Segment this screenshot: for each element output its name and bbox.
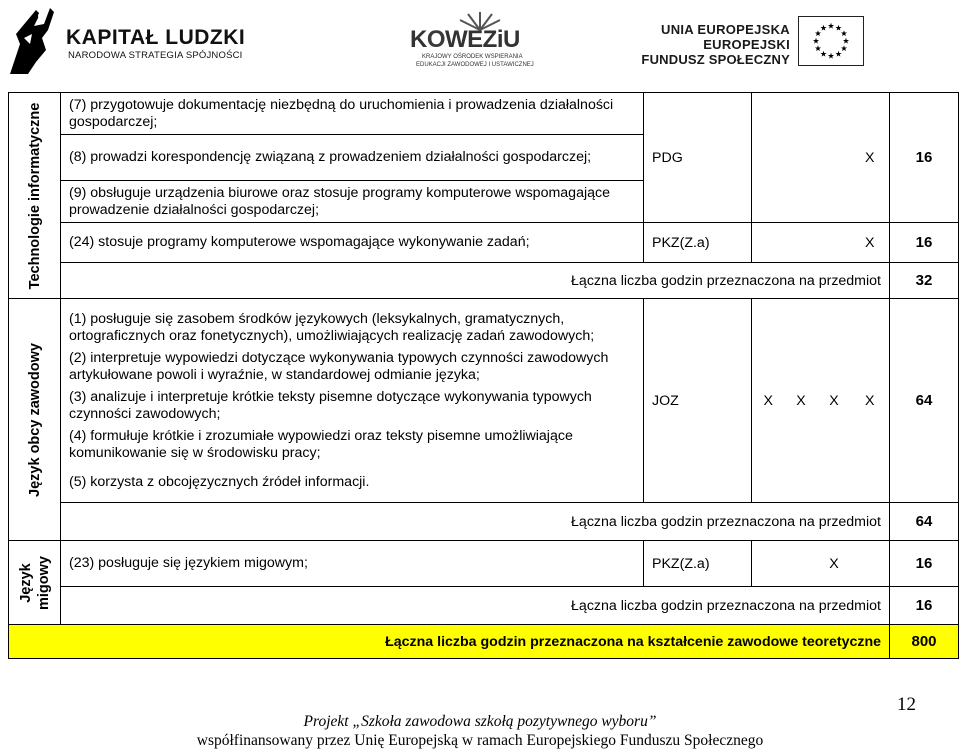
kapital-ludzki-title: KAPITAŁ LUDZKI bbox=[66, 26, 246, 49]
effect-item: (3) analizuje i interpretuje krótkie teksty pisemne dotyczące wykonywania typowych czynności zawodowych; bbox=[69, 388, 592, 422]
effect-item: (8) prowadzi korespondencję związaną z prowadzeniem działalności gospodarczej; bbox=[61, 135, 644, 181]
total-hours-value: 800 bbox=[890, 625, 959, 659]
effect-item: (5) korzysta z obcojęzycznych źródeł informacji. bbox=[69, 473, 370, 490]
table-row bbox=[9, 503, 959, 541]
kapital-ludzki-logo bbox=[6, 4, 246, 76]
effect-item: (23) posługuje się językiem migowym; bbox=[61, 541, 644, 587]
kapital-ludzki-subtitle: NARODOWA STRATEGIA SPÓJNOŚCI bbox=[68, 50, 243, 61]
footer-project-line: Projekt „Szkoła zawodowa szkołą pozytywnego wyboru” bbox=[303, 713, 657, 730]
unit-code: PKZ(Z.a) bbox=[644, 223, 752, 263]
kapital-ludzki-emblem-icon bbox=[6, 4, 58, 76]
eu-logo-text: UNIA EUROPEJSKA EUROPEJSKI FUNDUSZ SPOŁECZNY bbox=[641, 22, 790, 67]
unit-hours: 16 bbox=[890, 93, 959, 223]
kowezu-title: KOWEZiU bbox=[410, 26, 520, 53]
unit-mark: X bbox=[851, 223, 890, 263]
effect-item: (7) przygotowuje dokumentację niezbędną do uruchomienia i prowadzenia działalności gospodarczej; bbox=[61, 93, 644, 135]
effect-item: (4) formułuje krótkie i zrozumiałe wypowiedzi oraz teksty pisemne umożliwiające komunikowanie się w środowisku pracy; bbox=[69, 427, 573, 461]
effect-item: (1) posługuje się zasobem środków językowych (leksykalnych, gramatycznych, ortograficznych oraz fonetycznych), umożliwiających realizację zadań zawodowych; bbox=[69, 310, 595, 344]
total-hours-label: Łączna liczba godzin przeznaczona na kształcenie zawodowe teoretyczne bbox=[9, 625, 890, 659]
effect-item: (24) stosuje programy komputerowe wspomagające wykonywanie zadań; bbox=[61, 223, 644, 263]
subject-hours-value: 32 bbox=[890, 263, 959, 299]
unit-hours: 16 bbox=[890, 223, 959, 263]
subject-hours-label: Łączna liczba godzin przeznaczona na przedmiot bbox=[61, 263, 890, 299]
unit-mark: X bbox=[818, 541, 851, 587]
unit-mark: X bbox=[851, 93, 890, 223]
unit-mark: X bbox=[851, 299, 890, 503]
effect-item: (9) obsługuje urządzenia biurowe oraz stosuje programy komputerowe wspomagające prowadzenie działalności gospodarczej; bbox=[61, 181, 644, 223]
total-row bbox=[9, 625, 959, 659]
section-label-sign: Język migowy bbox=[9, 541, 61, 625]
effect-list bbox=[61, 299, 644, 503]
table-row bbox=[9, 223, 959, 263]
unit-mark: X bbox=[752, 299, 785, 503]
subject-hours-label: Łączna liczba godzin przeznaczona na przedmiot bbox=[61, 503, 890, 541]
kowezu-subtitle-1: KRAJOWY OŚRODEK WSPIERANIA bbox=[422, 54, 523, 60]
unit-mark: X bbox=[785, 299, 818, 503]
section-label-joz: Język obcy zawodowy bbox=[9, 299, 61, 541]
unit-code: PDG bbox=[644, 93, 752, 223]
unit-mark: X bbox=[818, 299, 851, 503]
unit-code: PKZ(Z.a) bbox=[644, 541, 752, 587]
unit-hours: 16 bbox=[890, 541, 959, 587]
table-row bbox=[9, 587, 959, 625]
table-row bbox=[9, 541, 959, 587]
unit-hours: 64 bbox=[890, 299, 959, 503]
kowezu-logo bbox=[410, 8, 540, 74]
section-label-it: Technologie informatyczne bbox=[9, 93, 61, 299]
table-row bbox=[9, 299, 959, 503]
kowezu-subtitle-2: EDUKACJI ZAWODOWEJ I USTAWICZNEJ bbox=[416, 62, 534, 68]
table-row bbox=[9, 93, 959, 135]
effect-item: (2) interpretuje wypowiedzi dotyczące wykonywania typowych czynności zawodowych artykułowane powoli i wyraźnie, w standardowej odmianie języka; bbox=[69, 349, 609, 383]
subject-hours-label: Łączna liczba godzin przeznaczona na przedmiot bbox=[61, 587, 890, 625]
eu-logo bbox=[641, 16, 886, 76]
eu-flag-icon bbox=[798, 16, 864, 66]
page-header bbox=[0, 0, 960, 88]
footer-funding-line: współfinansowany przez Unię Europejską w ramach Europejskiego Funduszu Społecznego bbox=[196, 732, 764, 749]
page-number: 12 bbox=[897, 694, 916, 715]
curriculum-table bbox=[8, 92, 959, 659]
unit-code: JOZ bbox=[644, 299, 752, 503]
subject-hours-value: 16 bbox=[890, 587, 959, 625]
subject-hours-value: 64 bbox=[890, 503, 959, 541]
table-row bbox=[9, 263, 959, 299]
